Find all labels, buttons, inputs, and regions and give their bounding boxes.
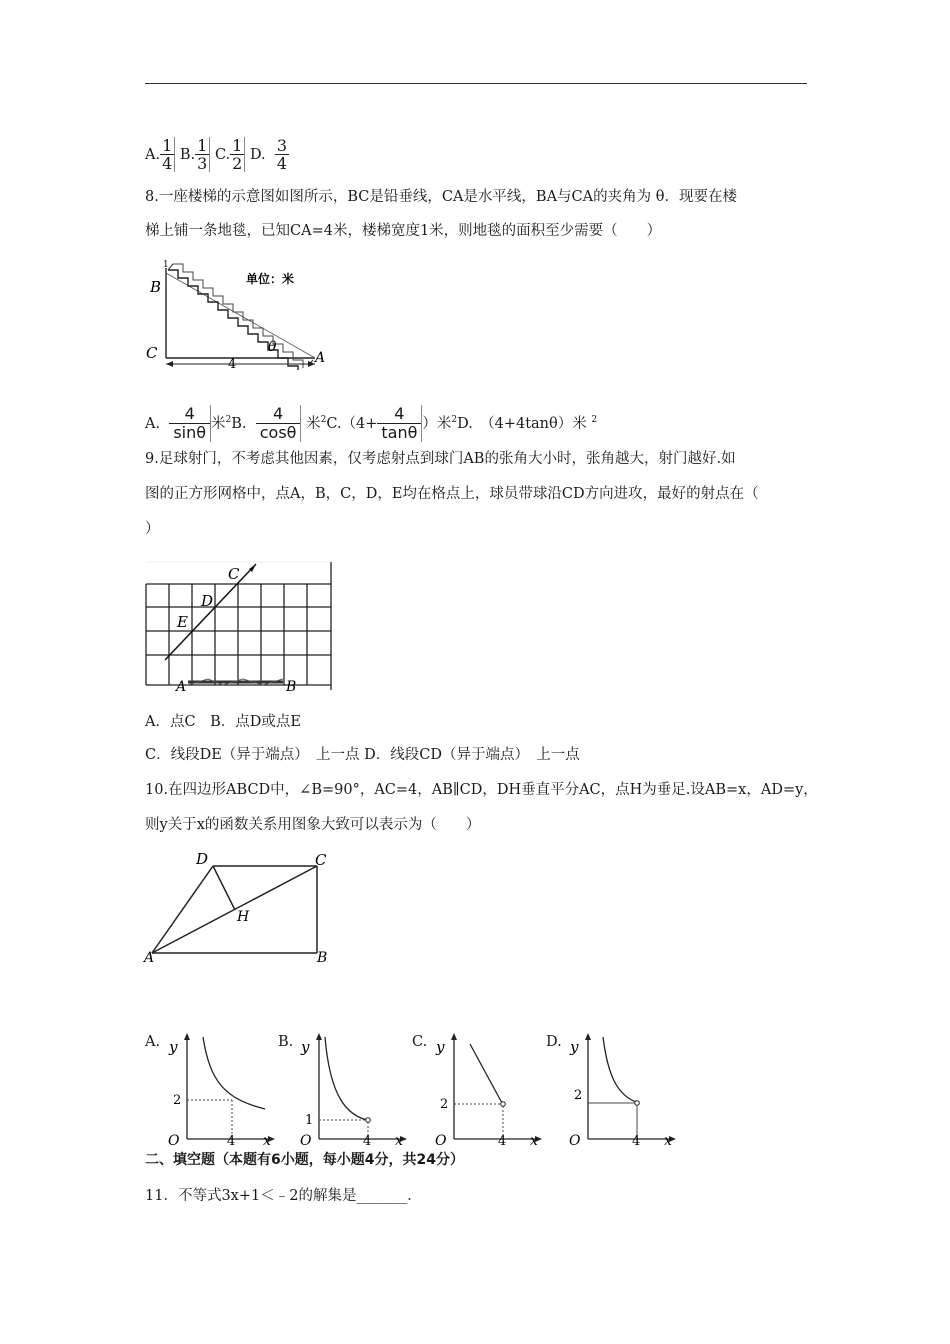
graph-a-x-label: x: [263, 1133, 271, 1147]
q11: [145, 1186, 422, 1206]
q7-option-d[interactable]: D. $\frac{3}{4}$: [249, 136, 288, 173]
graph-d-ytick: 2: [574, 1088, 583, 1103]
graph-b: [297, 1027, 412, 1147]
q11-answer-blank[interactable]: _______: [356, 1188, 408, 1204]
q8-option-b[interactable]: B. $\frac{4}{\cos\theta}$ 米$^2$: [231, 404, 327, 443]
stair-label-width: 1: [163, 260, 169, 270]
graph-b-x-label: x: [395, 1133, 403, 1147]
graph-c: [432, 1027, 547, 1147]
section-2-title: 二、填空题（本题有6小题，每小题4分，共24分）: [145, 1152, 464, 1168]
q8-text-line2: 梯上铺一条地毯，已知CA=4米，楼梯宽度1米，则地毯的面积至少需要（ ）: [145, 223, 662, 239]
q9-text-line3: ）: [145, 521, 160, 537]
q8-option-d[interactable]: D. （4+4tanθ）米 $^2$: [457, 415, 598, 432]
stair-label-b: B: [150, 278, 162, 296]
quad-label-d: D: [196, 850, 209, 868]
grid-label-c: C: [228, 565, 240, 583]
q7-option-b[interactable]: B. $\frac{1}{3}$: [180, 147, 215, 163]
q8-option-a[interactable]: A. $\frac{4}{\sin\theta}$ 米$^2$: [145, 404, 232, 443]
graph-c-ytick: 2: [440, 1097, 449, 1112]
graph-b-ytick: 1: [305, 1113, 314, 1128]
graph-d-x-label: x: [664, 1133, 672, 1147]
graph-b-xtick: 4: [363, 1134, 372, 1147]
grid-label-a: A: [176, 679, 187, 695]
graph-d-y-label: y: [570, 1038, 579, 1056]
q10-text-line1: 10.在四边形ABCD中，∠B=90°，AC=4，AB∥CD，DH垂直平分AC，点H为垂足.设AB=x，AD=y，: [145, 782, 818, 798]
header-rule: [145, 83, 807, 84]
q9-option-row1[interactable]: A．点C B．点D或点E: [145, 714, 301, 730]
graph-a: [165, 1027, 280, 1147]
quad-label-h: H: [237, 909, 250, 925]
q7-options: [145, 137, 289, 172]
graph-b-y-label: y: [301, 1038, 310, 1056]
q10-text-line2: 则y关于x的函数关系用图象大致可以表示为（ ）: [145, 817, 481, 833]
q9-text-line1: 9.足球射门，不考虑其他因素，仅考虑射点到球门AB的张角大小时，张角越大，射门越好.如: [145, 451, 736, 467]
q9-option-row2[interactable]: C．线段DE（异于端点） 上一点 D．线段CD（异于端点） 上一点: [145, 747, 580, 763]
grid-figure: [143, 560, 333, 695]
quad-label-c: C: [315, 851, 327, 869]
graph-c-xtick: 4: [498, 1134, 507, 1147]
grid-label-b: B: [286, 679, 297, 695]
q9-text-line2: 图的正方形网格中，点A，B，C，D，E均在格点上，球员带球沿CD方向进攻，最好的射点在（: [145, 486, 759, 502]
stair-label-theta: θ: [268, 339, 277, 355]
q8-option-c[interactable]: C.（4+ $\frac{4}{\tan\theta}$ ）米$^2$: [326, 404, 458, 443]
q11-end: ．: [407, 1188, 422, 1204]
q8-options: [145, 399, 597, 445]
stair-label-c: C: [146, 344, 158, 362]
graph-a-ytick: 2: [173, 1093, 182, 1108]
grid-label-d: D: [201, 592, 214, 610]
graph-c-x-label: x: [530, 1133, 538, 1147]
graph-c-y-label: y: [436, 1038, 445, 1056]
stair-unit-label: 单位：米: [246, 272, 295, 286]
stair-label-length: 4: [228, 357, 237, 370]
quad-label-b: B: [317, 950, 328, 966]
grid-label-e: E: [177, 613, 188, 631]
q11-text: 11．不等式3x+1＜﹣2的解集是: [145, 1188, 357, 1204]
q7-option-c[interactable]: C. $\frac{1}{2}$: [215, 147, 250, 163]
graph-b-origin: O: [300, 1133, 312, 1147]
q7-option-a[interactable]: A. $\frac{1}{4}$: [145, 147, 180, 163]
graph-d-origin: O: [569, 1133, 581, 1147]
graph-c-origin: O: [435, 1133, 447, 1147]
graph-d: [566, 1027, 681, 1147]
stair-figure: [143, 258, 328, 370]
graph-d-xtick: 4: [632, 1134, 641, 1147]
q8-text-line1: 8.一座楼梯的示意图如图所示，BC是铅垂线，CA是水平线，BA与CA的夹角为 θ．现要在楼: [145, 189, 737, 205]
graph-c-label[interactable]: C.: [412, 1034, 428, 1050]
graph-a-label[interactable]: A.: [145, 1034, 161, 1050]
graph-a-xtick: 4: [227, 1134, 236, 1147]
quadrilateral-figure: [143, 850, 333, 968]
graph-d-label[interactable]: D.: [546, 1034, 562, 1050]
stair-label-a: A: [315, 350, 326, 366]
graph-a-y-label: y: [169, 1038, 178, 1056]
quad-label-a: A: [144, 950, 155, 966]
graph-a-origin: O: [168, 1133, 180, 1147]
graph-b-label[interactable]: B.: [278, 1034, 294, 1050]
